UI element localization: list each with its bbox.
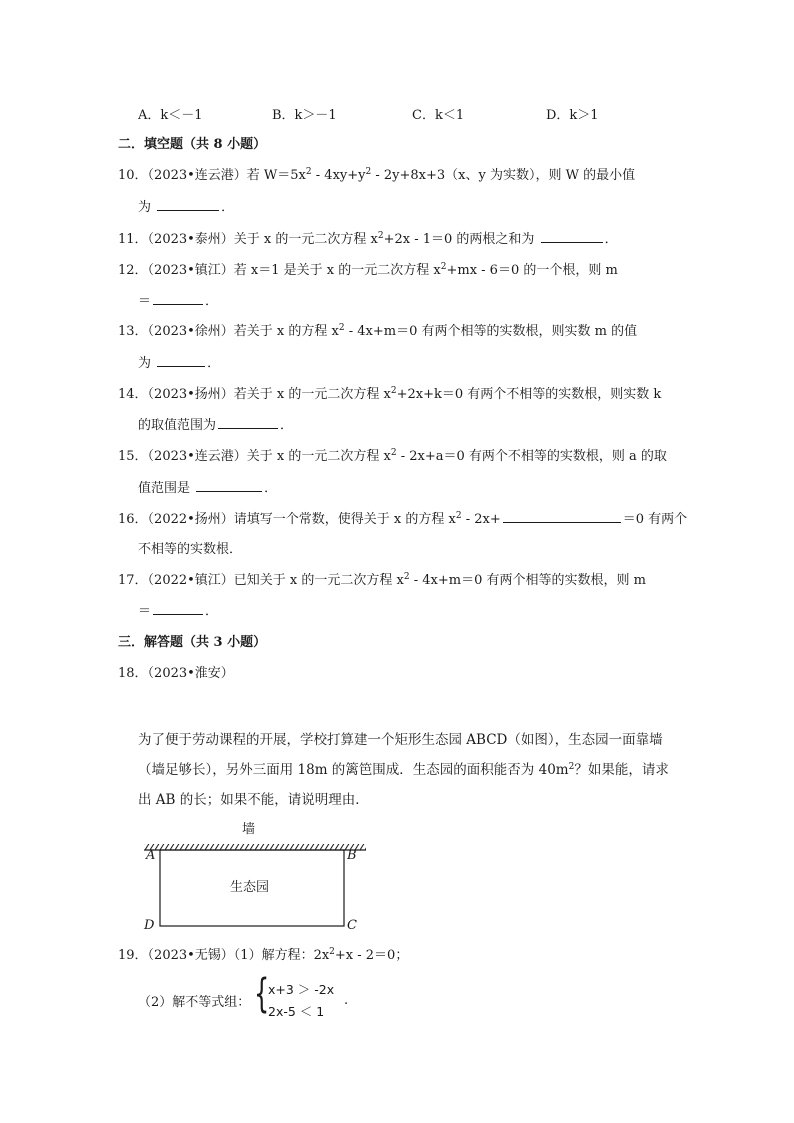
- inequality-1: x+3 ＞ -2x: [268, 982, 335, 997]
- vertex-d-label: D: [144, 918, 155, 933]
- vertex-a-label: A: [146, 848, 156, 863]
- garden-label: 生态园: [230, 880, 270, 895]
- eco-garden-diagram: [140, 818, 370, 933]
- question-13-line2: 为 ．: [138, 356, 221, 371]
- answer-blank[interactable]: [153, 602, 203, 615]
- question-14-line2: 的取值范围为 ．: [138, 418, 294, 433]
- question-11: 11．（2023•泰州）关于 x 的一元二次方程 $x^2+2x - 1=0$ 的两根之和为 ．: [118, 231, 618, 247]
- answer-blank[interactable]: [196, 479, 262, 492]
- inequality-2: 2x-5 ＜ 1: [268, 1004, 325, 1019]
- answer-blank[interactable]: [541, 230, 603, 243]
- answer-blank[interactable]: [218, 416, 278, 429]
- question-16-line2: 不相等的实数根．: [138, 542, 243, 557]
- option-b: B．k＞－1: [272, 108, 337, 123]
- question-15-line1: 15．（2023•连云港）关于 x 的一元二次方程 $x^2 - 2x+a=0$ 有两个不相等的实数根，则 a 的取: [118, 448, 667, 464]
- answer-blank[interactable]: [157, 354, 205, 367]
- wall-label: 墙: [242, 822, 256, 837]
- section-title-answer: 三．解答题（共 3 小题）: [118, 635, 267, 650]
- question-19-line1: 19．（2023•无锡）（1）解方程：$2x^2+x - 2=0$；: [118, 947, 409, 963]
- question-18-body: [138, 725, 678, 815]
- question-18-para2: （墙足够长），另外三面用 18m 的篱笆围成．生态园的面积能否为 $40m^2$？如果能，请求: [138, 762, 669, 778]
- question-18-header: 18．（2023•淮安）: [118, 666, 234, 681]
- question-17-line2: ＝ ．: [138, 604, 219, 619]
- question-12-line1: 12．（2023•镇江）若 x＝1 是关于 x 的一元二次方程 $x^2+mx - 6=0$ 的一个根，则 m: [118, 262, 618, 278]
- wall-hatch: [144, 844, 366, 850]
- answer-blank[interactable]: [153, 292, 203, 305]
- question-10-line1: 10．（2023•连云港）若 $W=5x^2 - 4xy+y^2 - 2y+8x+3(x$、y 为实数），则 W 的最小值: [118, 167, 636, 183]
- vertex-c-label: C: [347, 918, 357, 933]
- option-c: C．k＜1: [412, 108, 465, 123]
- brace-icon: {: [254, 971, 270, 1017]
- question-15-line2: 值范围是 ．: [138, 481, 278, 496]
- question-18-para3: 出 AB 的长；如果不能，请说明理由．: [138, 792, 369, 808]
- end-period: .: [344, 993, 349, 1008]
- option-d: D．k＞1: [546, 108, 599, 123]
- vertex-b-label: B: [347, 848, 357, 863]
- question-16-line1: 16．（2022•扬州）请填写一个常数，使得关于 x 的方程 $x^2 - 2x+ =0$ 有两个: [118, 511, 688, 527]
- option-a: A．k＜－1: [138, 108, 203, 123]
- section-title-fill-in: 二．填空题（共 8 小题）: [118, 137, 267, 152]
- question-10-line2: 为 ．: [138, 200, 235, 215]
- question-14-line1: 14．（2023•扬州）若关于 x 的一元二次方程 $x^2+2x+k=0$ 有两个不相等的实数根，则实数 k: [118, 386, 662, 402]
- question-17-line1: 17．（2022•镇江）已知关于 x 的一元二次方程 $x^2 - 4x+m=0$ 有两个相等的实数根，则 m: [118, 572, 646, 588]
- answer-blank[interactable]: [503, 510, 621, 523]
- answer-blank[interactable]: [157, 198, 219, 211]
- question-12-line2: ＝ ．: [138, 294, 219, 309]
- question-18-para1: 为了便于劳动课程的开展，学校打算建一个矩形生态园 ABCD（如图），生态园一面靠墙: [138, 732, 663, 748]
- question-13-line1: 13．（2023•徐州）若关于 x 的方程 $x^2 - 4x+m=0$ 有两个相等的实数根，则实数 m 的值: [118, 323, 638, 339]
- question-19-part2-label: （2）解不等式组：: [138, 995, 251, 1010]
